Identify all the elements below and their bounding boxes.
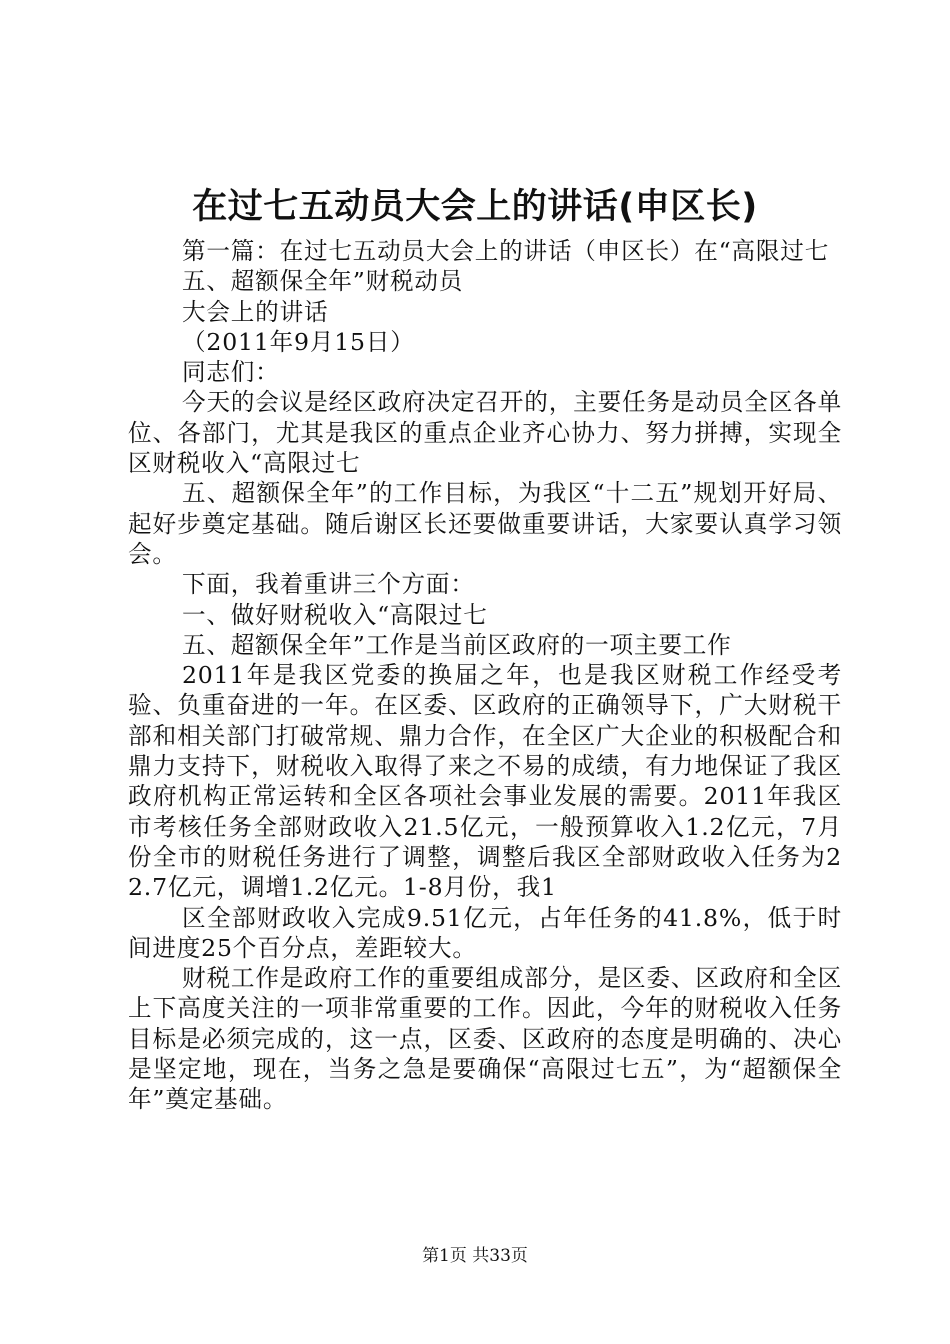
paragraph: 2011年是我区党委的换届之年，也是我区财税工作经受考验、负重奋进的一年。在区委、区政府的正确领导下，广大财税干部和相关部门打破常规、鼎力合作，在全区广大企业的积极配合和鼎力支持下，财税收入取得了来之不易的成绩，有力地保证了我区政府机构正常运转和全区各项社会事业发展的需要。2011年我区市考核任务全部财政收入21.5亿元，一般预算收入1.2亿元，7月份全市的财税任务进行了调整，调整后我区全部财政收入任务为22.7亿元，调增1.2亿元。1-8月份，我1: [128, 661, 842, 902]
document-body: [128, 236, 842, 1115]
page-number-footer: 第1页 共33页: [422, 1246, 528, 1266]
paragraph: 大会上的讲话: [182, 297, 329, 326]
paragraph: （2011年9月15日）: [182, 327, 415, 356]
paragraph: 区全部财政收入完成9.51亿元，占年任务的41.8%，低于时间进度25个百分点，差距较大。: [128, 903, 842, 962]
paragraph: 五、超额保全年”财税动员: [182, 267, 464, 296]
paragraph: 同志们：: [182, 358, 280, 387]
paragraph: 第一篇：在过七五动员大会上的讲话（申区长）在“高限过七: [182, 237, 830, 265]
paragraph: 五、超额保全年”的工作目标，为我区“十二五”规划开好局、起好步奠定基础。随后谢区长还要做重要讲话，大家要认真学习领会。: [128, 479, 842, 568]
paragraph: 下面，我着重讲三个方面：: [182, 570, 475, 599]
paragraph: 一、做好财税收入“高限过七: [182, 600, 488, 629]
paragraph: 今天的会议是经区政府决定召开的，主要任务是动员全区各单位、各部门，尤其是我区的重点企业齐心协力、努力拼搏，实现全区财税收入“高限过七: [128, 388, 842, 478]
paragraph: 财税工作是政府工作的重要组成部分，是区委、区政府和全区上下高度关注的一项非常重要的工作。因此，今年的财税收入任务目标是必须完成的，这一点，区委、区政府的态度是明确的、决心是坚定地，现在，当务之急是要确保“高限过七五”，为“超额保全年”奠定基础。: [128, 964, 842, 1114]
paragraph: 五、超额保全年”工作是当前区政府的一项主要工作: [182, 630, 732, 659]
document-title: 在过七五动员大会上的讲话(申区长): [192, 187, 758, 227]
